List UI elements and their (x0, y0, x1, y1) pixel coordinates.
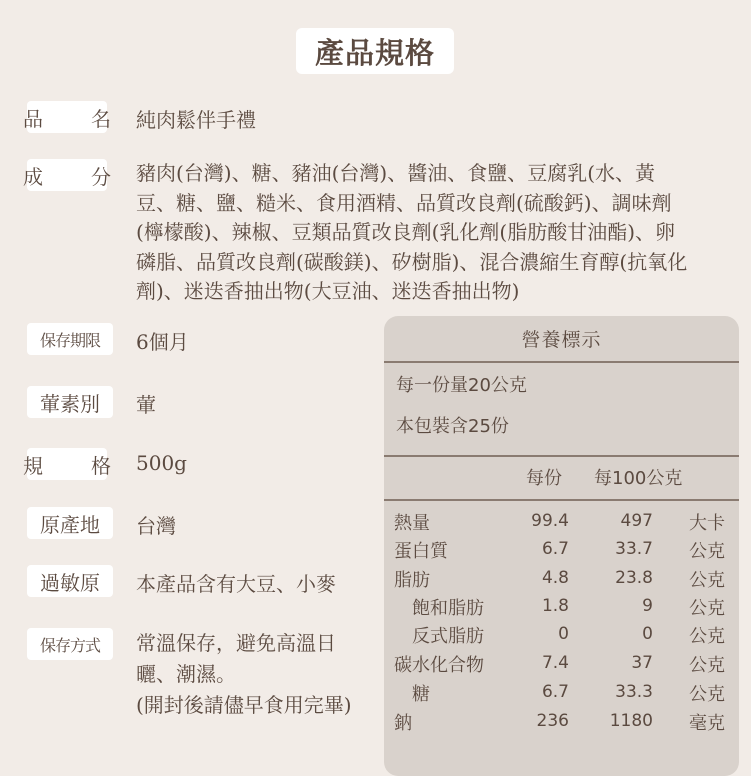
label-product-name: 品 名 (27, 101, 107, 133)
label-ingredients: 成 分 (27, 159, 107, 191)
nutrient-unit: 公克 (689, 684, 725, 705)
nutrient-unit: 毫克 (689, 713, 725, 734)
nutrient-name: 鈉 (394, 713, 412, 734)
nutrition-row (384, 622, 739, 648)
value-spec: 500g (136, 451, 187, 475)
ingredients-line: 豆、糖、鹽、糙米、食用酒精、品質改良劑(硫酸鈣)、調味劑 (136, 190, 672, 215)
nutrient-unit: 大卡 (689, 513, 725, 534)
label-spec: 規 格 (27, 448, 107, 480)
nutrient-per-serving: 1.8 (541, 596, 569, 616)
serving-size: 每一份量20公克 (396, 375, 527, 396)
label-origin: 原產地 (27, 507, 113, 539)
nutrient-unit: 公克 (689, 541, 725, 562)
value-diet: 葷 (136, 393, 156, 417)
divider (384, 455, 739, 457)
nutrient-per-100g: 1180 (609, 711, 653, 731)
value-origin: 台灣 (136, 514, 176, 538)
value-shelf-life: 6個月 (136, 330, 189, 354)
nutrition-row (384, 566, 739, 592)
nutrient-unit: 公克 (689, 598, 725, 619)
label-diet: 葷素別 (27, 386, 113, 418)
nutrition-title: 營養標示 (521, 329, 602, 351)
ingredients-line: (檸檬酸)、辣椒、豆類品質改良劑(乳化劑(脂肪酸甘油酯)、卵 (136, 220, 676, 244)
nutrient-per-serving: 6.7 (541, 682, 569, 702)
nutrition-row (384, 537, 739, 563)
nutrition-row (384, 651, 739, 677)
column-per-100g: 每100公克 (594, 468, 683, 489)
nutrient-per-serving: 6.7 (541, 539, 569, 559)
value-allergen: 本產品含有大豆、小麥 (136, 572, 336, 596)
nutrient-per-100g: 33.3 (615, 682, 653, 702)
storage-line: (開封後請儘早食用完畢) (136, 693, 352, 717)
nutrient-name: 飽和脂肪 (394, 598, 484, 619)
nutrient-name: 脂肪 (394, 570, 430, 591)
divider (384, 499, 739, 501)
nutrient-name: 蛋白質 (394, 541, 448, 562)
label-allergen: 過敏原 (27, 565, 113, 597)
ingredients-line: 豬肉(台灣)、糖、豬油(台灣)、醬油、食鹽、豆腐乳(水、黃 (136, 161, 656, 185)
nutrition-row (384, 709, 739, 735)
storage-line: 常溫保存，避免高溫日 (136, 631, 336, 655)
nutrient-unit: 公克 (689, 655, 725, 676)
nutrition-row (384, 594, 739, 620)
page-title: 產品規格 (296, 28, 454, 74)
nutrition-panel (384, 316, 739, 776)
nutrient-unit: 公克 (689, 570, 725, 591)
label-storage: 保存方式 (27, 628, 113, 660)
ingredients-line: 劑)、迷迭香抽出物(大豆油、迷迭香抽出物) (136, 279, 520, 303)
nutrition-row (384, 680, 739, 706)
nutrient-per-serving: 236 (536, 711, 569, 731)
nutrient-per-serving: 7.4 (541, 653, 569, 673)
value-product-name: 純肉鬆伴手禮 (136, 108, 256, 132)
column-per-serving: 每份 (526, 468, 562, 489)
nutrient-name: 碳水化合物 (394, 655, 484, 676)
nutrient-unit: 公克 (689, 626, 725, 647)
nutrient-per-100g: 9 (642, 596, 653, 616)
value-storage (136, 628, 352, 721)
nutrient-per-serving: 99.4 (531, 511, 569, 531)
storage-line: 曬、潮濕。 (136, 662, 236, 686)
nutrient-per-100g: 0 (642, 624, 653, 644)
value-ingredients (136, 159, 687, 307)
servings-per-pack: 本包裝含25份 (396, 416, 509, 437)
nutrient-name: 反式脂肪 (394, 626, 484, 647)
nutrient-per-serving: 4.8 (541, 568, 569, 588)
label-shelf-life: 保存期限 (27, 323, 113, 355)
nutrition-row (384, 509, 739, 535)
nutrient-per-100g: 23.8 (615, 568, 653, 588)
nutrient-per-100g: 33.7 (615, 539, 653, 559)
nutrient-name: 糖 (394, 684, 430, 705)
nutrient-per-100g: 37 (631, 653, 653, 673)
ingredients-line: 磷脂、品質改良劑(碳酸鎂)、矽樹脂)、混合濃縮生育醇(抗氧化 (136, 249, 688, 274)
nutrient-per-serving: 0 (558, 624, 569, 644)
nutrient-per-100g: 497 (620, 511, 653, 531)
divider (384, 361, 739, 363)
nutrient-name: 熱量 (394, 513, 430, 534)
